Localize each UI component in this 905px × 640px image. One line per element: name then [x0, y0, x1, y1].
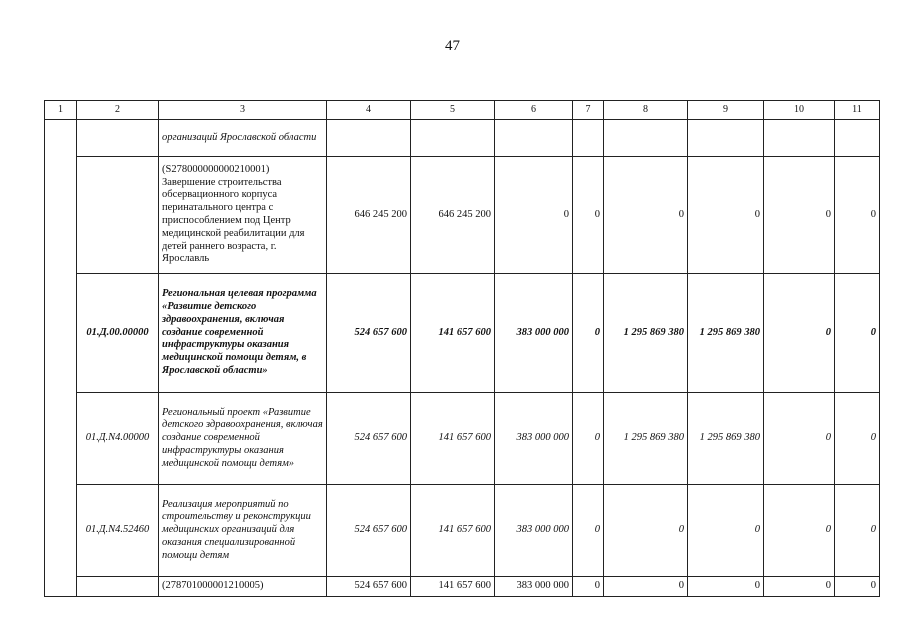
value-cell: 0: [688, 577, 764, 597]
value-cell: 0: [835, 157, 880, 274]
value-cell: [835, 120, 880, 157]
value-cell: 0: [573, 393, 604, 485]
value-cell: 0: [573, 157, 604, 274]
header-cell: 1: [45, 101, 77, 120]
row-description: Региональная целевая программа «Развитие детского здравоохранения, включая создание современной инфраструктуры оказания медицинской помощи детям, в Ярославской области»: [159, 274, 327, 393]
header-cell: 2: [77, 101, 159, 120]
value-cell: 524 657 600: [327, 577, 411, 597]
value-cell: 0: [495, 157, 573, 274]
table-row: [45, 393, 880, 485]
row-code: 01.Д.00.00000: [77, 274, 159, 393]
value-cell: [604, 120, 688, 157]
row-description: (278701000001210005): [159, 577, 327, 597]
value-cell: 524 657 600: [327, 393, 411, 485]
value-cell: 1 295 869 380: [604, 274, 688, 393]
value-cell: 0: [835, 393, 880, 485]
value-cell: 1 295 869 380: [688, 393, 764, 485]
row-description: Региональный проект «Развитие детского здравоохранения, включая создание современной инфраструктуры оказания медицинской помощи детям»: [159, 393, 327, 485]
header-cell: 5: [411, 101, 495, 120]
value-cell: 383 000 000: [495, 393, 573, 485]
header-cell: 11: [835, 101, 880, 120]
row-description: Реализация мероприятий по строительству и реконструкции медицинских организаций для оказания специализированной помощи детям: [159, 485, 327, 577]
header-cell: 4: [327, 101, 411, 120]
value-cell: 0: [688, 485, 764, 577]
value-cell: 0: [573, 274, 604, 393]
value-cell: 141 657 600: [411, 577, 495, 597]
value-cell: 1 295 869 380: [604, 393, 688, 485]
value-cell: [411, 120, 495, 157]
value-cell: 646 245 200: [327, 157, 411, 274]
value-cell: 383 000 000: [495, 274, 573, 393]
row-code: [77, 577, 159, 597]
header-cell: 8: [604, 101, 688, 120]
value-cell: 141 657 600: [411, 274, 495, 393]
value-cell: 383 000 000: [495, 485, 573, 577]
header-row: [45, 101, 880, 120]
value-cell: 0: [835, 485, 880, 577]
value-cell: [327, 120, 411, 157]
row-description: (S278000000000210001) Завершение строительства обсервационного корпуса перинатального центра с приспособлением под Центр медицинской реабилитации для детей раннего возраста, г. Ярославль: [159, 157, 327, 274]
value-cell: 1 295 869 380: [688, 274, 764, 393]
value-cell: 0: [764, 577, 835, 597]
budget-table: [44, 100, 880, 597]
table-row: [45, 485, 880, 577]
page-number: 47: [445, 38, 460, 54]
value-cell: 0: [835, 274, 880, 393]
header-cell: 9: [688, 101, 764, 120]
value-cell: 0: [835, 577, 880, 597]
row-code: [77, 157, 159, 274]
value-cell: 0: [573, 485, 604, 577]
value-cell: 0: [573, 577, 604, 597]
table-row: [45, 274, 880, 393]
header-cell: 7: [573, 101, 604, 120]
row-code: [77, 120, 159, 157]
value-cell: 646 245 200: [411, 157, 495, 274]
value-cell: 0: [764, 274, 835, 393]
value-cell: 0: [604, 577, 688, 597]
row-code: 01.Д.N4.00000: [77, 393, 159, 485]
row-description: организаций Ярославской области: [159, 120, 327, 157]
value-cell: 0: [764, 485, 835, 577]
value-cell: 0: [764, 393, 835, 485]
table-row: [45, 157, 880, 274]
value-cell: 0: [764, 157, 835, 274]
value-cell: [688, 120, 764, 157]
value-cell: 524 657 600: [327, 274, 411, 393]
header-cell: 6: [495, 101, 573, 120]
table-row: [45, 577, 880, 597]
table-row: [45, 120, 880, 157]
value-cell: [495, 120, 573, 157]
value-cell: 0: [688, 157, 764, 274]
value-cell: 141 657 600: [411, 393, 495, 485]
merged-cell-col1: [45, 120, 77, 597]
value-cell: 0: [604, 157, 688, 274]
value-cell: [764, 120, 835, 157]
value-cell: [573, 120, 604, 157]
value-cell: 141 657 600: [411, 485, 495, 577]
row-code: 01.Д.N4.52460: [77, 485, 159, 577]
header-cell: 10: [764, 101, 835, 120]
header-cell: 3: [159, 101, 327, 120]
value-cell: 524 657 600: [327, 485, 411, 577]
value-cell: 0: [604, 485, 688, 577]
value-cell: 383 000 000: [495, 577, 573, 597]
